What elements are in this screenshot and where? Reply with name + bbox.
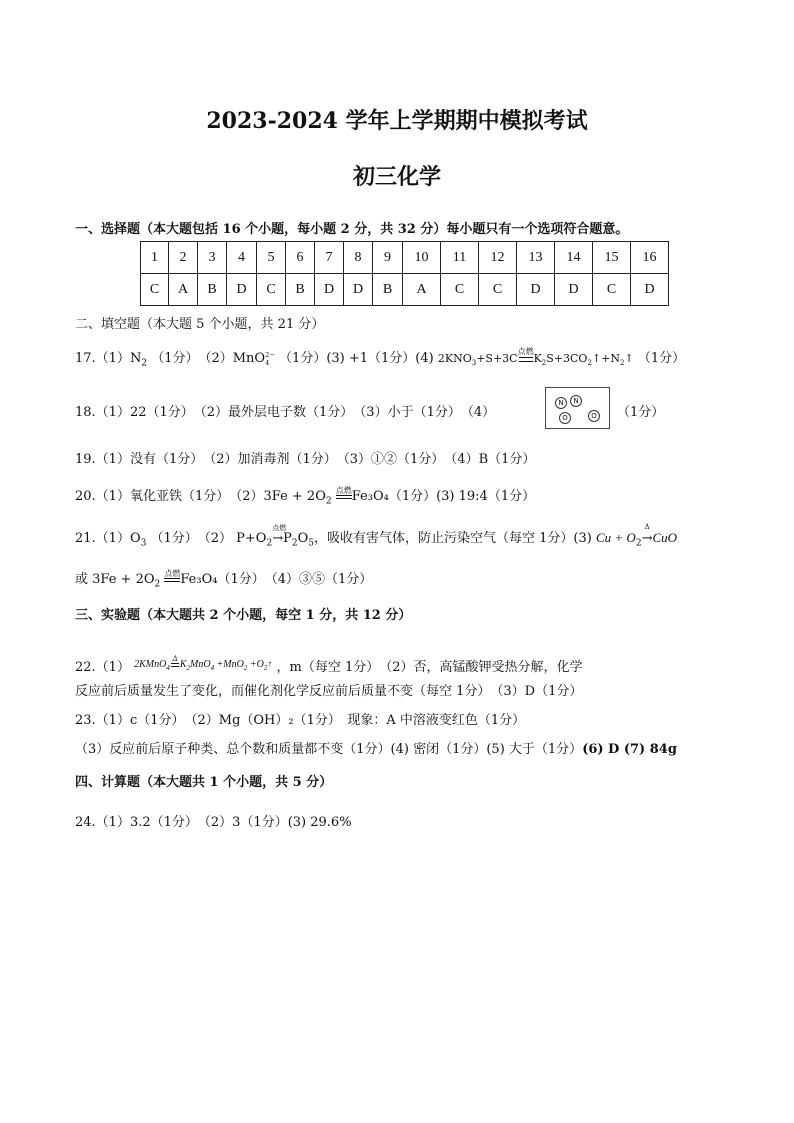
q21-part-a-sub: 3 — [140, 538, 147, 549]
answer-table-number-row — [141, 242, 669, 274]
q22-line-2: 反应前后质量发生了变化，而催化剂化学反应前后质量不变（每空 1分） （3）D（1分） — [75, 684, 583, 699]
q18-tail: （1分） — [617, 405, 665, 420]
q17-eq-right-sub: 2 — [541, 359, 547, 368]
q17-eq-condition: 点燃 — [517, 346, 534, 356]
q23-line2-a: （3）反应前后原子种类、总个数和质量都不变（1分）(4) 密闭（1分）(5) 大于（1分） — [75, 742, 583, 757]
q17-part-d: （1分） — [637, 351, 686, 366]
answer-cell: C — [257, 274, 286, 306]
q21-eq2-condition: Δ — [644, 523, 650, 531]
q21-eq2-arrow: → Δ — [641, 523, 653, 546]
q22-eq-r3: +MnO — [214, 659, 244, 670]
q20-part-b: Fe₃O₄（1分）(3) 19:4（1分） — [351, 489, 536, 504]
q21-eq1-right-sub: 2 — [291, 538, 298, 549]
answer-cell: C — [479, 274, 517, 306]
q22-eq-condition: Δ — [172, 653, 178, 663]
atom-n-1: N — [555, 397, 567, 409]
q21-eq1-left-sub: 2 — [266, 538, 273, 549]
question-number-cell: 11 — [441, 242, 479, 274]
q21-line-1 — [75, 523, 678, 549]
q22-eq-r5: ↑ — [267, 659, 273, 670]
q22-eq-r4-sub: 2 — [263, 664, 268, 672]
q21-part-a: 21.（1）O — [75, 531, 141, 546]
q22-eq-r4: +O — [247, 659, 264, 670]
answer-table-answer-row — [141, 274, 669, 306]
question-number-cell: 15 — [593, 242, 631, 274]
q18-text: 18.（1）22（1分） （2）最外层电子数（1分） （3）小于（1分） （4） — [75, 405, 496, 420]
q17-eq-right3-sub: 2 — [619, 359, 625, 368]
q21-line2-a-sub: 2 — [154, 579, 161, 590]
q17-eq-right2: S+3CO — [546, 352, 588, 365]
q22-eq-r1: K — [179, 659, 187, 670]
q21-eq2-left-sub: 2 — [635, 538, 642, 549]
section-2-heading: 二、填空题（本大题 5 个小题，共 21 分） — [75, 317, 325, 332]
q20-part-a: 20.（1）氧化亚铁（1分） （2）3Fe + 2O — [75, 489, 326, 504]
answer-cell: B — [373, 274, 403, 306]
q17-eq-left: 2KNO — [437, 352, 472, 365]
answer-cell: D — [227, 274, 257, 306]
q20-equals — [335, 485, 352, 499]
question-number-cell: 13 — [517, 242, 555, 274]
q21-line2-equals — [164, 568, 181, 582]
answer-cell: C — [141, 274, 169, 306]
particle-diagram — [545, 387, 610, 429]
question-number-cell: 14 — [555, 242, 593, 274]
question-number-cell: 12 — [479, 242, 517, 274]
q21-eq2-left: Cu + O — [595, 530, 636, 545]
q20-part-a-sub: 2 — [325, 496, 332, 507]
q17-part-a-sub: 2 — [141, 358, 148, 369]
q21-line-2 — [75, 568, 372, 590]
page-title: 2023-2024 学年上学期期中模拟考试 — [206, 108, 588, 134]
q21-line2-a: 或 3Fe + 2O — [75, 572, 155, 587]
q17-eq-right: K — [533, 352, 542, 365]
answer-cell: C — [593, 274, 631, 306]
answer-cell: D — [631, 274, 669, 306]
q17-part-b-sub: 4 — [265, 358, 270, 367]
question-number-cell: 6 — [286, 242, 315, 274]
section-3-heading: 三、实验题（本大题共 2 个小题，每空 1 分，共 12 分） — [75, 608, 412, 623]
question-number-cell: 7 — [315, 242, 344, 274]
q21-eq2-right: CuO — [652, 530, 678, 545]
q23-line2-b: (6) D (7) 84g — [582, 742, 677, 757]
q21-part-b: （1分） （2） — [150, 531, 233, 546]
atom-n-2: N — [570, 395, 582, 407]
q22-eq-r1-sub: 2 — [186, 664, 190, 672]
question-number-cell: 2 — [169, 242, 198, 274]
question-number-cell: 4 — [227, 242, 257, 274]
q22-part-a: 22.（1） — [75, 660, 130, 675]
q17-line — [75, 347, 685, 369]
q17-part-b: （1分） （2）MnO — [151, 351, 266, 366]
q21-eq1-condition: 点燃 — [272, 524, 287, 532]
question-number-cell: 5 — [257, 242, 286, 274]
section-1-heading: 一、选择题（本大题包括 16 个小题，每小题 2 分，共 32 分）每小题只有一个选项符合题意。 — [75, 222, 629, 237]
q21-line2-condition: 点燃 — [164, 568, 181, 578]
q22-eq-r2-sub: 4 — [210, 664, 215, 672]
q22-eq-r2: MnO — [190, 659, 211, 670]
answer-table — [140, 241, 669, 306]
q17-part-a: 17.（1）N — [75, 351, 142, 366]
q17-eq-right4: ↑ — [624, 352, 634, 365]
q18-line — [75, 401, 495, 420]
answer-cell: D — [344, 274, 373, 306]
q22-equation — [134, 653, 273, 672]
q22-part-b: ，m（每空 1分） （2）否，高锰酸钾受热分解，化学 — [276, 660, 583, 675]
q17-eq-mid: +S+3C — [476, 352, 518, 365]
q17-part-c: （1分）(3) +1（1分）(4) — [279, 351, 434, 366]
atom-o-1: O — [559, 412, 571, 424]
answer-cell: D — [315, 274, 344, 306]
q19-line: 19.（1）没有（1分） （2）加消毒剂（1分） （3）①②（1分） （4）B（1分） — [75, 452, 536, 467]
q21-line2-b: Fe₃O₄（1分） （4）③⑤（1分） — [180, 572, 373, 587]
question-number-cell: 1 — [141, 242, 169, 274]
q17-eq-equals — [517, 346, 534, 362]
answer-cell: B — [286, 274, 315, 306]
q21-eq1-right: P — [283, 531, 292, 546]
question-number-cell: 3 — [198, 242, 227, 274]
q24-line: 24.（1）3.2（1分） （2）3（1分）(3) 29.6% — [75, 815, 352, 830]
q21-eq1-right2: O — [297, 531, 309, 546]
q22-eq-left: 2KMnO — [134, 659, 167, 670]
q17-eq-left-sub: 3 — [471, 359, 477, 368]
question-number-cell: 10 — [403, 242, 441, 274]
answer-cell: A — [403, 274, 441, 306]
answer-cell: A — [169, 274, 198, 306]
answer-cell: B — [198, 274, 227, 306]
section-4-heading: 四、计算题（本大题共 1 个小题，共 5 分） — [75, 775, 333, 790]
q17-part-b-sup: 2− — [265, 350, 275, 359]
q21-eq1-right2-sub: 5 — [308, 538, 315, 549]
q21-eq1-arrow: → 点燃 — [272, 524, 287, 546]
q17-eq-right2-sub: 2 — [587, 359, 592, 368]
q22-eq-left-sub: 4 — [166, 664, 170, 672]
q22-eq-r3-sub: 2 — [243, 664, 248, 672]
answer-cell: D — [555, 274, 593, 306]
q22-eq-equals — [171, 653, 179, 667]
q20-line — [75, 485, 535, 507]
atom-o-2: O — [588, 410, 600, 422]
q21-part-c: ，吸收有害气体，防止污染空气（每空 1分）(3) — [314, 531, 592, 546]
q23-line-1: 23.（1）c（1分） （2）Mg（OH）₂（1分） 现象：A 中溶液变红色（1分） — [75, 713, 526, 728]
answer-cell: D — [517, 274, 555, 306]
q21-eq1-left: P+O — [236, 531, 267, 546]
q17-equation — [437, 346, 634, 368]
answer-cell: C — [441, 274, 479, 306]
q20-condition: 点燃 — [335, 485, 352, 495]
question-number-cell: 9 — [373, 242, 403, 274]
question-number-cell: 16 — [631, 242, 669, 274]
q23-line-2 — [75, 738, 677, 757]
question-number-cell: 8 — [344, 242, 373, 274]
q17-eq-right3: ↑+N — [591, 352, 620, 365]
q22-line-1 — [75, 653, 583, 675]
page-subtitle: 初三化学 — [352, 164, 441, 190]
